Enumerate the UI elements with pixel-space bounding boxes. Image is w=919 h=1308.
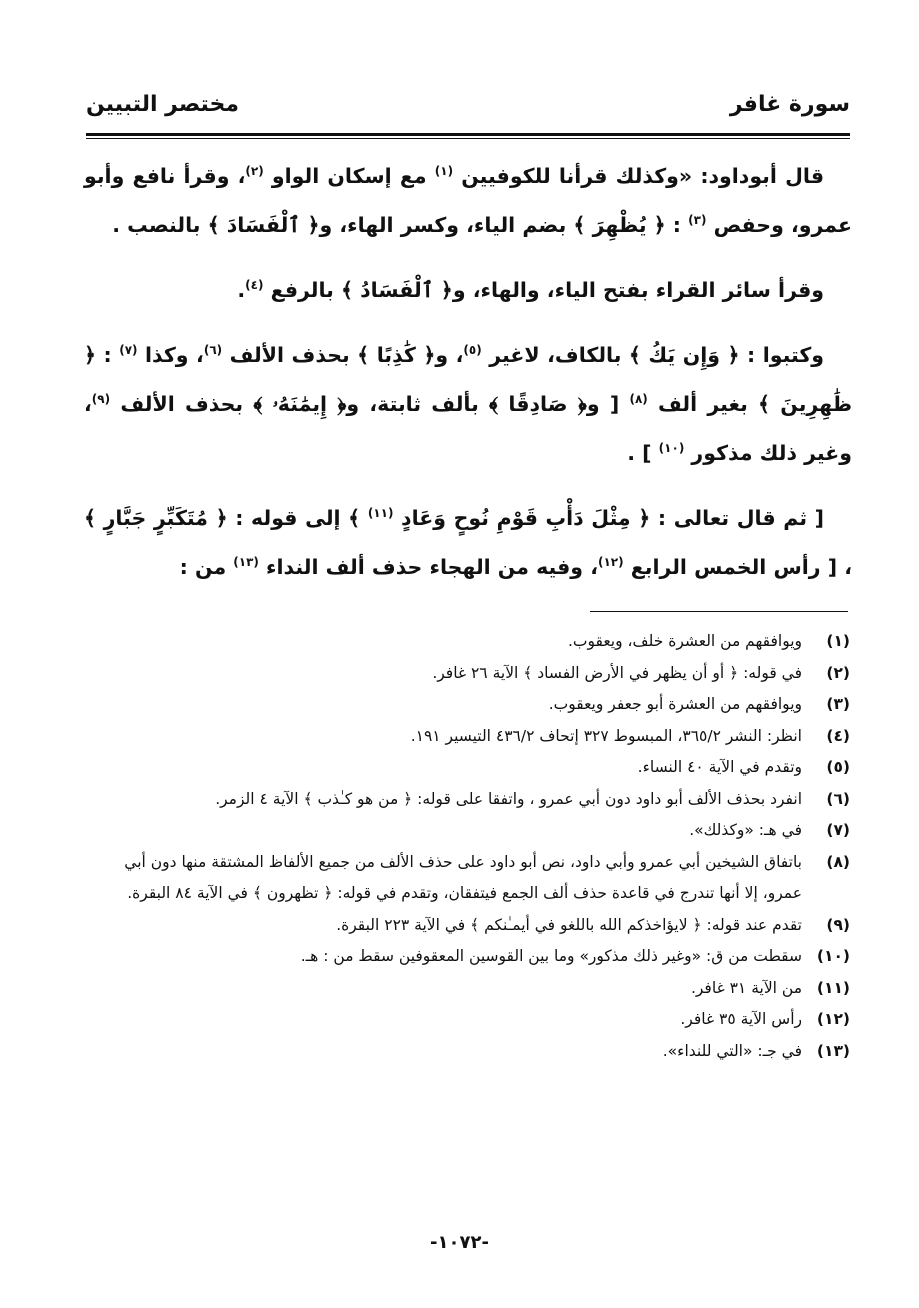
footnote-ref: (٦) — [203, 343, 223, 358]
footnote-number: (١٢) — [816, 1010, 850, 1028]
text-segment: : ﴿ يُظْهِرَ ﴾ بضم الياء، وكسر الهاء، و﴿ ٱلْفَسَادَ ﴾ بالنصب . — [112, 213, 689, 237]
paragraph — [84, 266, 852, 315]
footnote-number: (١٠) — [816, 947, 850, 965]
paragraph — [84, 494, 852, 592]
text-segment: ] . — [627, 441, 659, 465]
footnote-text: سقطت من ق: «وغير ذلك مذكور» وما بين القوسين المعقوفين سقط من : هـ. — [300, 947, 802, 965]
footnote-ref: (٣) — [688, 213, 707, 228]
footnote-number: (٢) — [826, 663, 850, 682]
footnote-separator — [590, 611, 848, 612]
text-segment: . — [237, 278, 246, 302]
footnote-item — [86, 847, 850, 910]
page-number: -١٠٧٢- — [430, 1232, 489, 1253]
surah-title: سورة غافر — [729, 92, 850, 117]
footnote-ref: (٥) — [463, 343, 482, 358]
text-segment: [ ثم قال تعالى : ﴿ مِثْلَ دَأْبِ قَوْمِ نُوحٍ وَعَادٍ — [393, 506, 825, 530]
text-segment: من : — [179, 555, 234, 579]
text-segment: مع إسكان الواو — [263, 164, 435, 188]
footnote-number: (٣) — [826, 695, 850, 713]
text-segment: ﴾ إلى قوله : ﴿ مُتَكَبِّرٍ جَبَّارٍ ﴾ ، [ رأس الخمس الرابع — [84, 506, 852, 579]
text-segment: ، وفيه من الهجاء حذف ألف النداء — [258, 555, 598, 579]
main-text — [84, 152, 852, 608]
footnote-number: (٥) — [826, 758, 850, 776]
footnote-ref: (١٠) — [658, 441, 685, 456]
footnote-ref: (١٢) — [597, 555, 624, 570]
footnote-number: (٦) — [826, 789, 850, 808]
footnote-number: (٧) — [826, 821, 850, 839]
footnote-item — [86, 626, 850, 658]
footnote-ref: (١٣) — [233, 555, 259, 570]
footnote-item — [86, 1036, 850, 1068]
footnote-text: في جـ: «التي للنداء». — [662, 1041, 802, 1060]
footnote-ref: (٩) — [91, 392, 111, 407]
text-segment: ، وغير ذلك مذكور — [84, 392, 852, 465]
footnote-item — [86, 721, 850, 753]
footnote-text: وتقدم في الآية ٤٠ النساء. — [637, 758, 802, 776]
text-segment: [ و﴿ صَادِقًا ﴾ بألف ثابتة، و﴿ إِيمَٰنَهُۥ ﴾ بحذف الألف — [110, 392, 630, 416]
footnote-text: انظر: النشر ٣٦٥/٢، المبسوط ٣٢٧ إتحاف ٤٣٦/٢ التيسير ١٩١. — [410, 726, 802, 745]
text-segment: : ﴿ ظَٰهِرِينَ ﴾ بغير ألف — [84, 343, 852, 416]
footnotes — [86, 626, 850, 1067]
footnote-ref: (٢) — [245, 164, 264, 179]
footnote-item — [86, 973, 850, 1005]
footnote-number: (١) — [826, 632, 850, 650]
header-rule-thin — [86, 138, 850, 139]
footnote-text: تقدم عند قوله: ﴿ لايؤاخذكم الله باللغو في أيمـٰنكم ﴾ في الآية ٢٢٣ البقرة. — [336, 915, 802, 934]
footnote-number: (٨) — [826, 852, 850, 871]
footnote-ref: (٨) — [629, 392, 648, 407]
footnote-text: باتفاق الشيخين أبي عمرو وأبي داود، نص أبو داود على حذف الألف من جميع الألفاظ المشتقة منها دون أبي عمرو، إلا أنها تندرج في قاعدة حذف ألف الجمع فيتفقان، وتقدم في قوله: ﴿ تظهرون ﴾ في الآية ٨٤ البقرة. — [124, 852, 802, 902]
footnote-text: انفرد بحذف الألف أبو داود دون أبي عمرو ، واتفقا على قوله: ﴿ من هو كـٰذب ﴾ الآية ٤ الزمر. — [215, 789, 802, 808]
text-segment: وقرأ سائر القراء بفتح الياء، والهاء، و﴿ ٱلْفَسَادُ ﴾ بالرفع — [263, 278, 824, 302]
text-segment: ، وكذا — [137, 343, 204, 367]
footnote-number: (٤) — [826, 726, 850, 745]
footnote-number: (٩) — [826, 915, 850, 934]
footnote-ref: (٤) — [245, 278, 264, 293]
footnote-item — [86, 784, 850, 816]
footnote-item — [86, 752, 850, 784]
footnote-text: رأس الآية ٣٥ غافر. — [680, 1010, 802, 1028]
header-rule — [86, 133, 850, 136]
text-segment: وكتبوا : ﴿ وَإِن يَكُ ﴾ بالكاف، لاغير — [481, 343, 824, 367]
text-segment: ، وقرأ نافع وأبو عمرو، وحفص — [84, 164, 852, 237]
running-header — [86, 88, 850, 128]
paragraph — [84, 152, 852, 250]
footnote-item — [86, 1004, 850, 1036]
footnote-text: ويوافقهم من العشرة خلف، ويعقوب. — [567, 632, 802, 650]
text-segment: قال أبوداود: «وكذلك قرأنا للكوفيين — [453, 164, 824, 188]
paragraph — [84, 331, 852, 478]
book-title: مختصر التبيين — [86, 92, 240, 117]
footnote-item — [86, 910, 850, 942]
text-segment: ، و﴿ كَٰذِبًا ﴾ بحذف الألف — [222, 343, 464, 367]
footnote-item — [86, 815, 850, 847]
footnote-text: في هـ: «وكذلك». — [689, 821, 802, 839]
footnote-number: (١٣) — [816, 1041, 850, 1060]
footnote-text: ويوافقهم من العشرة أبو جعفر ويعقوب. — [548, 695, 802, 713]
footnote-ref: (٧) — [119, 343, 138, 358]
footnote-text: في قوله: ﴿ أو أن يظهر في الأرض الفساد ﴾ الآية ٢٦ غافر. — [432, 663, 802, 682]
footnote-ref: (١١) — [367, 506, 394, 521]
footnote-text: من الآية ٣١ غافر. — [690, 978, 802, 997]
footnote-item — [86, 941, 850, 973]
footnote-ref: (١) — [434, 164, 454, 179]
footnote-item — [86, 689, 850, 721]
footnote-number: (١١) — [816, 978, 850, 997]
footnote-item — [86, 658, 850, 690]
